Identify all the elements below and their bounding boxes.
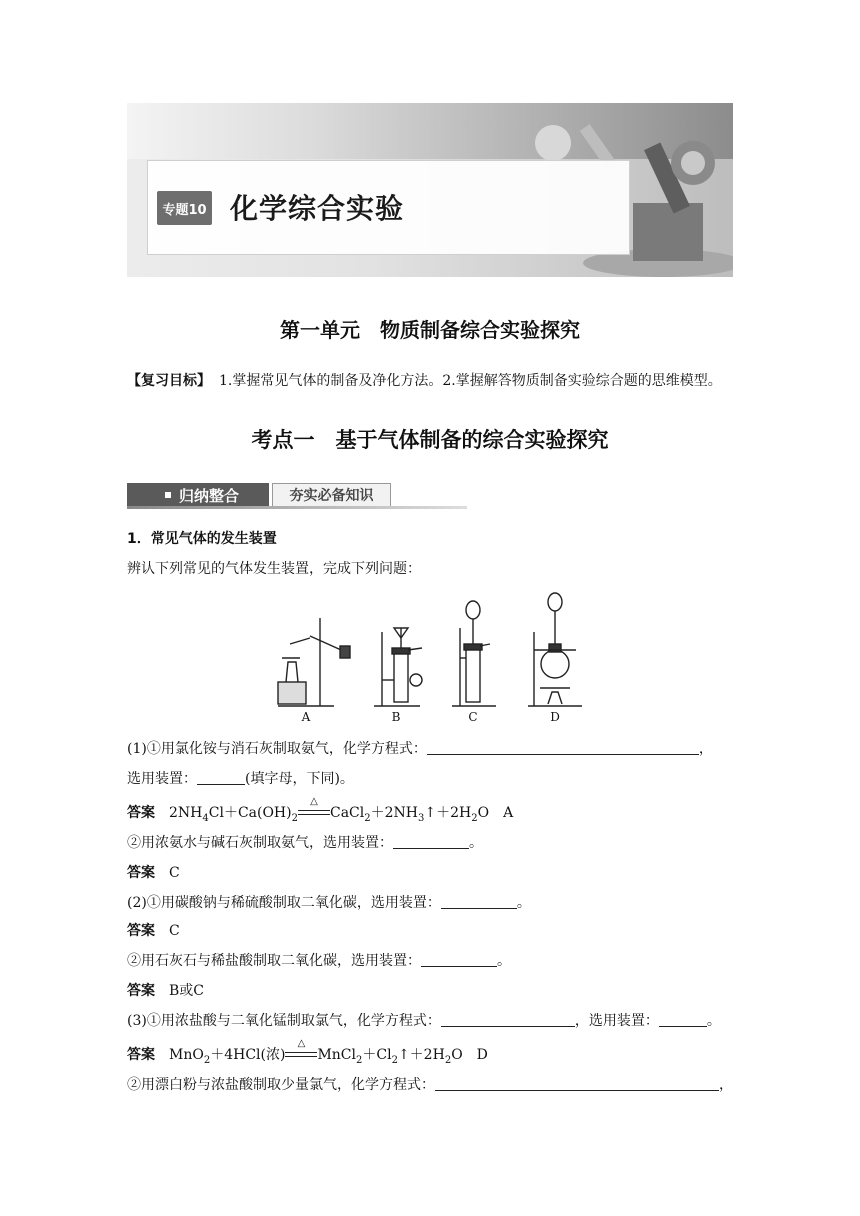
- section-bar: [127, 483, 467, 508]
- chapter-badge: 专题10: [157, 191, 212, 225]
- apparatus-d-icon: [528, 593, 582, 706]
- heading-gas-generators: 1．常见气体的发生装置: [127, 531, 277, 547]
- q2-part1-answer: 答案 C: [127, 923, 180, 939]
- q1-line1: (1)①用氯化铵与消石灰制取氨气，化学方程式： ，: [127, 741, 713, 757]
- gas-generator-apparatus-figure: [270, 588, 590, 724]
- section-bar-secondary: 夯实必备知识: [272, 483, 391, 507]
- section-bar-primary-label: 归纳整合: [179, 486, 240, 505]
- apparatus-label-c: C: [468, 710, 478, 724]
- q3-part1: (3)①用浓盐酸与二氧化锰制取氯气，化学方程式： ，选用装置： 。: [127, 1013, 721, 1029]
- q3-part2: ②用漂白粉与浓盐酸制取少量氯气，化学方程式： ，: [127, 1077, 733, 1093]
- chapter-banner: [127, 103, 733, 277]
- section-bar-underline: [127, 506, 467, 509]
- square-bullet-icon: [165, 492, 171, 498]
- q2-part1: (2)①用碳酸钠与稀硫酸制取二氧化碳，选用装置： 。: [127, 895, 531, 911]
- review-text: 1.掌握常见气体的制备及净化方法。2.掌握解答物质制备实验综合题的思维模型。: [219, 373, 722, 389]
- unit-title: 第一单元 物质制备综合实验探究: [280, 318, 580, 342]
- q1-line2: 选用装置： (填字母，下同)。: [127, 771, 354, 787]
- answer-blank[interactable]: [427, 740, 699, 755]
- q1-part2-answer: 答案 C: [127, 865, 180, 881]
- apparatus-label-d: D: [550, 710, 560, 724]
- review-label: 【复习目标】: [127, 373, 211, 389]
- section-bar-primary: [127, 483, 269, 507]
- answer-blank[interactable]: [197, 770, 245, 785]
- apparatus-a-icon: [278, 618, 350, 706]
- answer-blank[interactable]: [441, 1012, 575, 1027]
- answer-blank[interactable]: [435, 1076, 719, 1091]
- answer-blank[interactable]: [659, 1012, 707, 1027]
- answer-blank[interactable]: [393, 834, 469, 849]
- apparatus-label-b: B: [391, 710, 401, 724]
- q1-answer: 答案 $2NH_4Cl+Ca(OH)_2$ △ $CaCl_2+2NH_3↑+2H_2O$ A: [127, 796, 514, 824]
- q2-part2: ②用石灰石与稀盐酸制取二氧化碳，选用装置： 。: [127, 953, 511, 969]
- apparatus-c-icon: [452, 601, 496, 706]
- answer-blank[interactable]: [441, 894, 517, 909]
- q3-part1-answer: 答案 MnO$_2$＋4HCl(浓) △ $MnCl_2+Cl_2↑+2H_2O$ D: [127, 1038, 488, 1066]
- heating-condition-sign: △: [285, 1048, 317, 1062]
- answer-blank[interactable]: [421, 952, 497, 967]
- q2-part2-answer: 答案 B或C: [127, 983, 204, 999]
- apparatus-label-a: A: [301, 710, 311, 724]
- heating-condition-sign: △: [298, 806, 330, 820]
- kaodian-title: 考点一 基于气体制备的综合实验探究: [251, 428, 609, 452]
- apparatus-b-icon: [374, 628, 422, 706]
- review-goals: [127, 370, 722, 390]
- chapter-title: 化学综合实验: [230, 192, 405, 225]
- q1-part2: ②用浓氨水与碱石灰制取氨气，选用装置： 。: [127, 835, 483, 851]
- intro-text: 辨认下列常见的气体发生装置，完成下列问题：: [127, 561, 421, 577]
